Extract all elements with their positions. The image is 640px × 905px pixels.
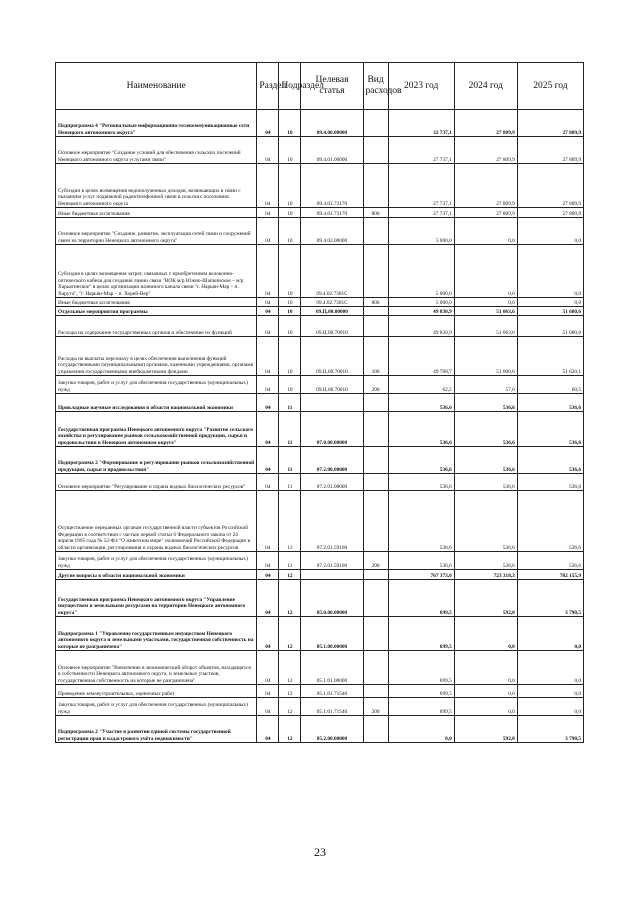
row-expense-type — [363, 570, 388, 580]
row-target-article — [301, 394, 363, 412]
row-amount-2025: 536,6 — [517, 447, 583, 474]
row-expense-type — [363, 447, 388, 474]
row-expense-type — [363, 307, 388, 316]
row-amount-2023: 32 737,1 — [388, 110, 454, 137]
row-expense-type — [363, 110, 388, 137]
row-amount-2023: 5 000,0 — [388, 298, 454, 307]
row-amount-2023: 62,2 — [388, 376, 454, 394]
row-subsection: 10 — [279, 208, 301, 218]
row-amount-2025: 0,0 — [517, 685, 583, 698]
row-amount-2025: 51 620,1 — [517, 337, 583, 376]
row-amount-2025: 702 155,9 — [517, 570, 583, 580]
row-section: 04 — [257, 412, 279, 447]
row-target-article: 09.4.02.00000 — [301, 218, 363, 245]
row-amount-2025: 51 680,6 — [517, 307, 583, 316]
row-amount-2023: 699,5 — [388, 698, 454, 716]
row-subsection: 11 — [279, 447, 301, 474]
row-section: 04 — [257, 447, 279, 474]
row-expense-type — [363, 245, 388, 298]
row-name: Подпрограмма 4 "Региональные информационно-телекоммуникационные сети Ненецкого автономного округа" — [56, 110, 257, 137]
row-subsection: 12 — [279, 617, 301, 651]
table-row — [56, 580, 584, 617]
table-row — [56, 447, 584, 474]
row-target-article: 05.1.01.00000 — [301, 651, 363, 685]
table-row — [56, 307, 584, 316]
row-amount-2024: 51 006,6 — [454, 337, 517, 376]
row-name: Проведение землеустроительных, оценочных работ — [56, 685, 257, 698]
row-amount-2023: 536,6 — [388, 474, 454, 491]
row-amount-2023: 536,6 — [388, 394, 454, 412]
table-row — [56, 394, 584, 412]
row-target-article: 07.2.00.00000 — [301, 447, 363, 474]
header-year-2025: 2025 год — [517, 63, 583, 110]
row-amount-2023: 699,5 — [388, 685, 454, 698]
row-subsection: 11 — [279, 491, 301, 552]
row-name: Другие вопросы в области национальной экономики — [56, 570, 257, 580]
row-target-article: 07.0.00.00000 — [301, 412, 363, 447]
row-section: 04 — [257, 474, 279, 491]
table-row — [56, 570, 584, 580]
row-amount-2024: 536,6 — [454, 491, 517, 552]
row-target-article: 05.1.01.71540 — [301, 685, 363, 698]
row-section: 04 — [257, 552, 279, 570]
row-amount-2023: 699,5 — [388, 617, 454, 651]
row-amount-2024: 27 809,9 — [454, 208, 517, 218]
row-subsection: 11 — [279, 474, 301, 491]
row-name: Субсидии в целях возмещения недополученных доходов, возникающих в связи с оказанием услуг подвижной радиотелефонной связи в сельских поселениях Ненецкого автономного округа — [56, 164, 257, 208]
row-amount-2023: 699,5 — [388, 651, 454, 685]
row-section: 04 — [257, 570, 279, 580]
row-section: 04 — [257, 316, 279, 337]
row-amount-2024: 27 809,9 — [454, 110, 517, 137]
row-target-article: 07.2.01.00000 — [301, 474, 363, 491]
table-row — [56, 698, 584, 716]
row-amount-2023: 699,5 — [388, 580, 454, 617]
row-amount-2024: 0,0 — [454, 298, 517, 307]
row-amount-2025: 0,0 — [517, 218, 583, 245]
table-row — [56, 164, 584, 208]
row-amount-2025: 0,0 — [517, 298, 583, 307]
row-amount-2025: 0,0 — [517, 245, 583, 298]
row-amount-2025: 0,0 — [517, 651, 583, 685]
table-row — [56, 137, 584, 164]
row-amount-2024: 536,6 — [454, 552, 517, 570]
row-subsection: 12 — [279, 716, 301, 743]
row-amount-2024: 51 063,6 — [454, 316, 517, 337]
row-amount-2025: 60,5 — [517, 376, 583, 394]
row-name: Закупка товаров, работ и услуг для обеспечения государственных (муниципальных) нужд — [56, 698, 257, 716]
row-amount-2025: 51 680,6 — [517, 316, 583, 337]
row-expense-type: 800 — [363, 298, 388, 307]
row-section: 04 — [257, 337, 279, 376]
row-expense-type — [363, 716, 388, 743]
row-name: Государственная программа Ненецкого автономного округа "Развитие сельского хозяйства и регулирование рынков сельскохозяйственной продукции, сырья и продовольствия в Ненецком автономном округе" — [56, 412, 257, 447]
row-subsection: 11 — [279, 552, 301, 570]
row-name: Осуществление переданных органам государственной власти субъектов Российской Федерации в соответствии с частью первой статьи 6 Федерального закона от 24 апреля 1995 года № 52-ФЗ "О животном мире" полномочий Российской Федерации в области организации, регулирования и охраны водных биологических ресурсов — [56, 491, 257, 552]
row-expense-type — [363, 137, 388, 164]
row-name: Иные бюджетные ассигнования — [56, 208, 257, 218]
table-row — [56, 218, 584, 245]
row-expense-type — [363, 617, 388, 651]
table-row — [56, 685, 584, 698]
row-section: 04 — [257, 716, 279, 743]
table-row — [56, 337, 584, 376]
row-section: 04 — [257, 137, 279, 164]
row-section: 04 — [257, 164, 279, 208]
row-amount-2024: 592,0 — [454, 580, 517, 617]
row-target-article — [301, 570, 363, 580]
row-amount-2025: 0,0 — [517, 698, 583, 716]
row-subsection: 10 — [279, 110, 301, 137]
row-expense-type — [363, 316, 388, 337]
row-expense-type — [363, 474, 388, 491]
row-amount-2024: 0,0 — [454, 245, 517, 298]
row-section: 04 — [257, 685, 279, 698]
row-amount-2025: 536,6 — [517, 474, 583, 491]
row-subsection: 10 — [279, 376, 301, 394]
row-name: Расходы на выплаты персоналу в целях обеспечения выполнения функций государственными (муниципальными) органами, казенными учреждениями, органами управления государственными внебюджетными фондами — [56, 337, 257, 376]
table-row — [56, 110, 584, 137]
row-section: 04 — [257, 651, 279, 685]
table-body — [56, 110, 584, 743]
row-section: 04 — [257, 580, 279, 617]
row-section: 04 — [257, 617, 279, 651]
row-amount-2025: 3 790,5 — [517, 580, 583, 617]
row-section: 04 — [257, 208, 279, 218]
row-name: Государственная программа Ненецкого автономного округа "Управление имуществом и земельными ресурсами на территории Ненецкого автономного округа" — [56, 580, 257, 617]
row-amount-2024: 536,6 — [454, 412, 517, 447]
row-expense-type — [363, 491, 388, 552]
row-target-article: 05.2.00.00000 — [301, 716, 363, 743]
row-subsection: 10 — [279, 137, 301, 164]
row-amount-2025: 27 809,9 — [517, 208, 583, 218]
row-amount-2024: 723 318,3 — [454, 570, 517, 580]
row-subsection: 11 — [279, 394, 301, 412]
row-amount-2025: 536,6 — [517, 552, 583, 570]
row-name: Основное мероприятие "Создание, развитие, эксплуатация сетей связи и сооружений связи на территории Ненецкого автономного округа" — [56, 218, 257, 245]
table-row — [56, 412, 584, 447]
row-amount-2024: 0,0 — [454, 651, 517, 685]
row-name: Закупка товаров, работ и услуг для обеспечения государственных (муниципальных) нужд — [56, 376, 257, 394]
row-amount-2023: 536,6 — [388, 412, 454, 447]
row-amount-2024: 27 809,9 — [454, 164, 517, 208]
row-expense-type — [363, 651, 388, 685]
table-row — [56, 298, 584, 307]
row-subsection: 10 — [279, 307, 301, 316]
row-name: Расходы на содержание государственных органов и обеспечение их функций — [56, 316, 257, 337]
row-subsection: 12 — [279, 570, 301, 580]
row-name: Прикладные научные исследования в области национальной экономики — [56, 394, 257, 412]
row-amount-2024: 536,6 — [454, 447, 517, 474]
row-section: 04 — [257, 376, 279, 394]
row-name: Субсидия в целях возмещения затрат, связанных с приобретением волоконно-оптического кабеля для создания линии связи "ВОК м/р Южно-Шапкинское – м/р Харьягинское" в целях организации наземного канала связи "г. Нарьян-Мар – п. Харута", "г. Нарьян-Мар – п. Хорей-Вер" — [56, 245, 257, 298]
row-amount-2024: 51 063,6 — [454, 307, 517, 316]
row-amount-2023: 5 000,0 — [388, 245, 454, 298]
row-section: 04 — [257, 245, 279, 298]
row-target-article: 09.4.00.00000 — [301, 110, 363, 137]
row-amount-2024: 57,0 — [454, 376, 517, 394]
table-row — [56, 208, 584, 218]
row-name: Закупка товаров, работ и услуг для обеспечения государственных (муниципальных) нужд — [56, 552, 257, 570]
row-amount-2023: 49 768,7 — [388, 337, 454, 376]
row-target-article: 09.4.01.73170 — [301, 208, 363, 218]
row-amount-2023: 27 737,1 — [388, 137, 454, 164]
header-expense-type: Вид расходов — [363, 63, 388, 110]
row-section: 04 — [257, 491, 279, 552]
table-row — [56, 491, 584, 552]
row-amount-2023: 49 830,9 — [388, 307, 454, 316]
row-subsection: 12 — [279, 651, 301, 685]
row-expense-type — [363, 394, 388, 412]
row-amount-2025: 536,6 — [517, 491, 583, 552]
row-section: 04 — [257, 298, 279, 307]
row-amount-2024: 536,6 — [454, 394, 517, 412]
table-row — [56, 617, 584, 651]
row-amount-2024: 0,0 — [454, 617, 517, 651]
row-name: Основное мероприятие "Создание условий для обеспечения сельских поселений Ненецкого автономного округа услугами связи" — [56, 137, 257, 164]
row-target-article: 09.4.02.7381С — [301, 298, 363, 307]
row-subsection: 10 — [279, 298, 301, 307]
row-name: Иные бюджетные ассигнования — [56, 298, 257, 307]
row-name: Подпрограмма 2 "Формирование и регулирование рынков сельскохозяйственной продукции, сырья и продовольствия" — [56, 447, 257, 474]
table-row — [56, 552, 584, 570]
row-subsection: 10 — [279, 164, 301, 208]
row-amount-2025: 3 790,5 — [517, 716, 583, 743]
row-target-article: 09.4.02.7381С — [301, 245, 363, 298]
budget-table — [55, 62, 584, 743]
row-amount-2023: 536,6 — [388, 447, 454, 474]
page-number: 23 — [314, 845, 326, 859]
row-target-article: 09.Ц.00.00000 — [301, 307, 363, 316]
row-target-article: 09.4.01.00000 — [301, 137, 363, 164]
row-expense-type: 200 — [363, 698, 388, 716]
row-section: 04 — [257, 307, 279, 316]
row-section: 04 — [257, 698, 279, 716]
row-amount-2024: 0,0 — [454, 698, 517, 716]
row-amount-2023: 27 737,1 — [388, 208, 454, 218]
table-header-row — [56, 63, 584, 110]
row-target-article: 09.Ц.00.70010 — [301, 316, 363, 337]
row-target-article: 09.4.01.73170 — [301, 164, 363, 208]
row-expense-type: 100 — [363, 337, 388, 376]
row-amount-2023: 536,6 — [388, 491, 454, 552]
row-amount-2023: 5 000,0 — [388, 218, 454, 245]
row-amount-2025: 0,0 — [517, 617, 583, 651]
table-row — [56, 716, 584, 743]
table-row — [56, 474, 584, 491]
row-target-article: 05.0.00.00000 — [301, 580, 363, 617]
row-name: Основное мероприятие "Регулирование и охрана водных биологических ресурсов" — [56, 474, 257, 491]
row-subsection: 10 — [279, 337, 301, 376]
row-section: 04 — [257, 218, 279, 245]
row-name: Подпрограмма 1 "Управление государственным имуществом Ненецкого автономного округа и земельными участками, государственная собственность на которые не разграничена" — [56, 617, 257, 651]
row-subsection: 12 — [279, 685, 301, 698]
row-amount-2024: 27 809,9 — [454, 137, 517, 164]
row-expense-type — [363, 580, 388, 617]
row-amount-2025: 536,6 — [517, 394, 583, 412]
row-name: Подпрограмма 2 "Участие в развитии единой системы государственной регистрации прав и кадастрового учёта недвижимости" — [56, 716, 257, 743]
row-expense-type: 200 — [363, 552, 388, 570]
row-target-article: 09.Ц.00.70010 — [301, 337, 363, 376]
row-target-article: 05.1.01.71540 — [301, 698, 363, 716]
header-subsection: Подраздел — [279, 63, 301, 110]
header-target-article: Целевая статья — [301, 63, 363, 110]
row-expense-type — [363, 685, 388, 698]
row-expense-type: 800 — [363, 208, 388, 218]
row-amount-2025: 536,6 — [517, 412, 583, 447]
row-subsection: 11 — [279, 412, 301, 447]
row-expense-type — [363, 218, 388, 245]
header-year-2023: 2023 год — [388, 63, 454, 110]
row-section: 04 — [257, 110, 279, 137]
row-target-article: 05.1.00.00000 — [301, 617, 363, 651]
row-subsection: 10 — [279, 218, 301, 245]
row-amount-2024: 592,0 — [454, 716, 517, 743]
header-name: Наименование — [56, 63, 257, 110]
row-amount-2023: 27 737,1 — [388, 164, 454, 208]
row-amount-2023: 767 373,0 — [388, 570, 454, 580]
row-amount-2025: 27 809,9 — [517, 137, 583, 164]
row-amount-2023: 536,6 — [388, 552, 454, 570]
row-subsection: 12 — [279, 580, 301, 617]
table-row — [56, 651, 584, 685]
table-row — [56, 376, 584, 394]
row-amount-2023: 49 830,9 — [388, 316, 454, 337]
row-section: 04 — [257, 394, 279, 412]
row-subsection: 10 — [279, 245, 301, 298]
row-name: Основное мероприятие "Вовлечение в экономический оборот объектов, находящихся в собственности Ненецкого автономного округа, и земельных участков, государственная собственность на которые не разграничена" — [56, 651, 257, 685]
row-expense-type — [363, 412, 388, 447]
row-subsection: 10 — [279, 316, 301, 337]
row-name: Отдельные мероприятия программы — [56, 307, 257, 316]
row-amount-2024: 0,0 — [454, 685, 517, 698]
row-amount-2025: 27 809,9 — [517, 164, 583, 208]
header-year-2024: 2024 год — [454, 63, 517, 110]
table-row — [56, 245, 584, 298]
row-expense-type: 200 — [363, 376, 388, 394]
table-row — [56, 316, 584, 337]
row-expense-type — [363, 164, 388, 208]
row-target-article: 07.2.01.59100 — [301, 491, 363, 552]
row-subsection: 12 — [279, 698, 301, 716]
row-amount-2024: 0,0 — [454, 218, 517, 245]
row-amount-2023: 0,0 — [388, 716, 454, 743]
header-section: Раздел — [257, 63, 279, 110]
row-target-article: 07.2.01.59100 — [301, 552, 363, 570]
row-amount-2024: 536,6 — [454, 474, 517, 491]
row-amount-2025: 27 809,9 — [517, 110, 583, 137]
row-target-article: 09.Ц.00.70010 — [301, 376, 363, 394]
